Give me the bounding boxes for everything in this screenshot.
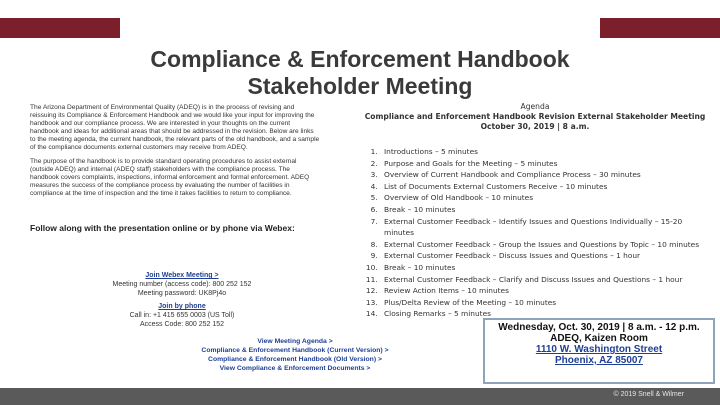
old-handbook-link[interactable]: Compliance & Enforcement Handbook (Old Version) > bbox=[208, 356, 382, 363]
intro-text bbox=[30, 104, 320, 204]
agenda-item: 11. External Customer Feedback – Clarify and Discuss Issues and Questions – 1 hour bbox=[380, 274, 710, 286]
agenda-item: 8. External Customer Feedback – Group the Issues and Questions by Topic – 10 minutes bbox=[380, 239, 710, 251]
document-links bbox=[170, 337, 420, 373]
agenda-item: 7. External Customer Feedback – Identify Issues and Questions Individually – 15-20 minutes bbox=[380, 216, 710, 239]
documents-link[interactable]: View Compliance & Enforcement Documents > bbox=[219, 365, 371, 372]
webex-details bbox=[82, 271, 282, 329]
agenda-item: 14. Closing Remarks – 5 minutes bbox=[380, 308, 710, 320]
meeting-street-link[interactable]: 1110 W. Washington Street bbox=[535, 344, 663, 355]
agenda-item: 3. Overview of Current Handbook and Compliance Process – 30 minutes bbox=[380, 169, 710, 181]
agenda-label: Agenda bbox=[520, 102, 550, 111]
agenda-panel bbox=[360, 102, 710, 320]
meeting-datetime: Wednesday, Oct. 30, 2019 | 8 a.m. - 12 p.m. bbox=[498, 322, 700, 333]
intro-paragraph-2: The purpose of the handbook is to provide standard operating procedures to assist external (outside ADEQ) and internal (ADEQ staff) stakeholders with the compliance process. The handbook covers complaints, inspections, informal enforcement and formal enforcement. ADEQ measures the success of the compliance process by evaluating the number of facilities in compliance at the time of inspection and the time it takes facilities to return to compliance. bbox=[30, 158, 310, 197]
meeting-password: Meeting password: UK8Pj4o bbox=[137, 290, 227, 297]
agenda-item: 12. Review Action Items – 10 minutes bbox=[380, 285, 710, 297]
call-in-number: Call in: +1 415 655 0003 (US Toll) bbox=[129, 312, 235, 319]
footer-bar bbox=[0, 388, 720, 405]
join-by-phone-link[interactable]: Join by phone bbox=[158, 303, 206, 310]
agenda-item: 13. Plus/Delta Review of the Meeting – 10 minutes bbox=[380, 297, 710, 309]
copyright-text: © 2019 Snell & Wilmer bbox=[613, 391, 684, 398]
agenda-date: October 30, 2019 | 8 a.m. bbox=[480, 122, 590, 131]
webex-heading: Follow along with the presentation online or by phone via Webex: bbox=[30, 223, 295, 233]
agenda-item: 5. Overview of Old Handbook – 10 minutes bbox=[380, 192, 710, 204]
join-webex-link[interactable]: Join Webex Meeting > bbox=[145, 272, 219, 279]
agenda-item: 4. List of Documents External Customers Receive – 10 minutes bbox=[380, 181, 710, 193]
agenda-link[interactable]: View Meeting Agenda > bbox=[257, 338, 333, 345]
location-box bbox=[483, 318, 715, 384]
meeting-number: Meeting number (access code): 800 252 152 bbox=[112, 281, 252, 288]
agenda-item: 10. Break – 10 minutes bbox=[380, 262, 710, 274]
agenda-item: 1. Introductions – 5 minutes bbox=[380, 146, 710, 158]
intro-paragraph-1: The Arizona Department of Environmental Quality (ADEQ) is in the process of revising and reissuing its Compliance & Enforcement Handbook and we would like your input for improving the handbook and our compliance process. We are interested in your thoughts on the current handbook and ideas for additional areas that should be addressed in the revision. Below are links to the meeting agenda, the current handbook, the relevant parts of the old handbook, and a sample of the compliance documents external customers may receive from ADEQ. bbox=[30, 104, 320, 151]
slide-title bbox=[100, 46, 620, 100]
agenda-list bbox=[360, 146, 710, 320]
access-code: Access Code: 800 252 152 bbox=[139, 321, 225, 328]
header-notch bbox=[120, 12, 600, 42]
current-handbook-link[interactable]: Compliance & Enforcement Handbook (Current Version) > bbox=[201, 347, 389, 354]
agenda-item: 2. Purpose and Goals for the Meeting – 5 minutes bbox=[380, 158, 710, 170]
agenda-heading: Compliance and Enforcement Handbook Revision External Stakeholder Meeting bbox=[364, 112, 706, 121]
agenda-item: 6. Break – 10 minutes bbox=[380, 204, 710, 216]
header-bar bbox=[0, 0, 720, 38]
meeting-room: ADEQ, Kaizen Room bbox=[550, 333, 648, 344]
slide-title-line2: Stakeholder Meeting bbox=[247, 73, 473, 99]
slide-title-line1: Compliance & Enforcement Handbook bbox=[150, 46, 570, 72]
agenda-item: 9. External Customer Feedback – Discuss Issues and Questions – 1 hour bbox=[380, 250, 710, 262]
meeting-city-link[interactable]: Phoenix, AZ 85007 bbox=[555, 355, 643, 366]
